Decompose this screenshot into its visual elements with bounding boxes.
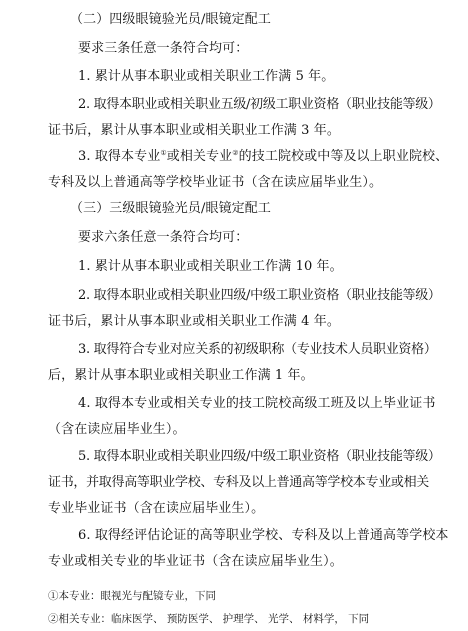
footnote-ref-1: ① — [160, 149, 167, 157]
section-3-item-4-line-1: 4. 取得本专业或相关专业的技工院校高级工班及以上毕业证书 — [78, 396, 436, 411]
section-2-item-3-line-2: 专科及以上普通高等学校毕业证书（含在读应届毕业生）。 — [48, 175, 383, 190]
section-3-item-3-line-1: 3. 取得符合专业对应关系的初级职称（专业技术人员职业资格） — [78, 342, 437, 357]
section-3-item-3-line-2: 后，累计从事本职业或相关职业工作满 1 年。 — [48, 368, 314, 383]
section-3-item-5-line-3: 专业毕业证书（含在读应届毕业生）。 — [48, 501, 265, 516]
section-3-item-5-line-1: 5. 取得本职业或相关职业四级/中级工职业资格（职业技能等级） — [78, 449, 441, 464]
item-3-text-c: 的技工院校或中等及以上职业院校、 — [238, 149, 449, 164]
section-3-item-1: 1. 累计从事本职业或相关职业工作满 10 年。 — [78, 259, 343, 274]
section-2-item-2-line-2: 证书后，累计从事本职业或相关职业工作满 3 年。 — [48, 123, 340, 138]
footnote-1: ①本专业：眼视光与配镜专业，下同 — [48, 590, 216, 602]
section-3-item-6-line-1: 6. 取得经评估论证的高等职业学校、专科及以上普通高等学校本 — [78, 528, 449, 543]
section-3-item-6-line-2: 专业或相关专业的毕业证书（含在读应届毕业生）。 — [48, 554, 343, 569]
section-3-item-4-line-2: （含在读应届毕业生）。 — [48, 422, 186, 437]
section-3-item-2-line-1: 2. 取得本职业或相关职业四级/中级工职业资格（职业技能等级） — [78, 288, 441, 303]
item-3-text-a: 3. 取得本专业 — [78, 149, 161, 164]
section-3-item-5-line-2: 证书，并取得高等职业学校、专科及以上普通高等学校本专业或相关 — [48, 475, 430, 490]
section-3-heading: （三）三级眼镜验光员/眼镜定配工 — [70, 201, 271, 216]
footnote-ref-2: ② — [232, 149, 239, 157]
section-2-item-2-line-1: 2. 取得本职业或相关职业五级/初级工职业资格（职业技能等级） — [78, 97, 441, 112]
section-2-item-1: 1. 累计从事本职业或相关职业工作满 5 年。 — [78, 69, 335, 84]
section-3-item-2-line-2: 证书后，累计从事本职业或相关职业工作满 4 年。 — [48, 314, 340, 329]
footnote-2: ②相关专业：临床医学、 预防医学、 护理学、 光学、 材料学， 下同 — [48, 613, 370, 625]
section-2-intro: 要求三条任意一条符合均可： — [78, 41, 249, 56]
section-2-heading: （二）四级眼镜验光员/眼镜定配工 — [70, 12, 271, 27]
section-2-item-3-line-1 — [78, 148, 448, 166]
section-3-intro: 要求六条任意一条符合均可： — [78, 230, 249, 245]
item-3-text-b: 或相关专业 — [166, 149, 233, 164]
